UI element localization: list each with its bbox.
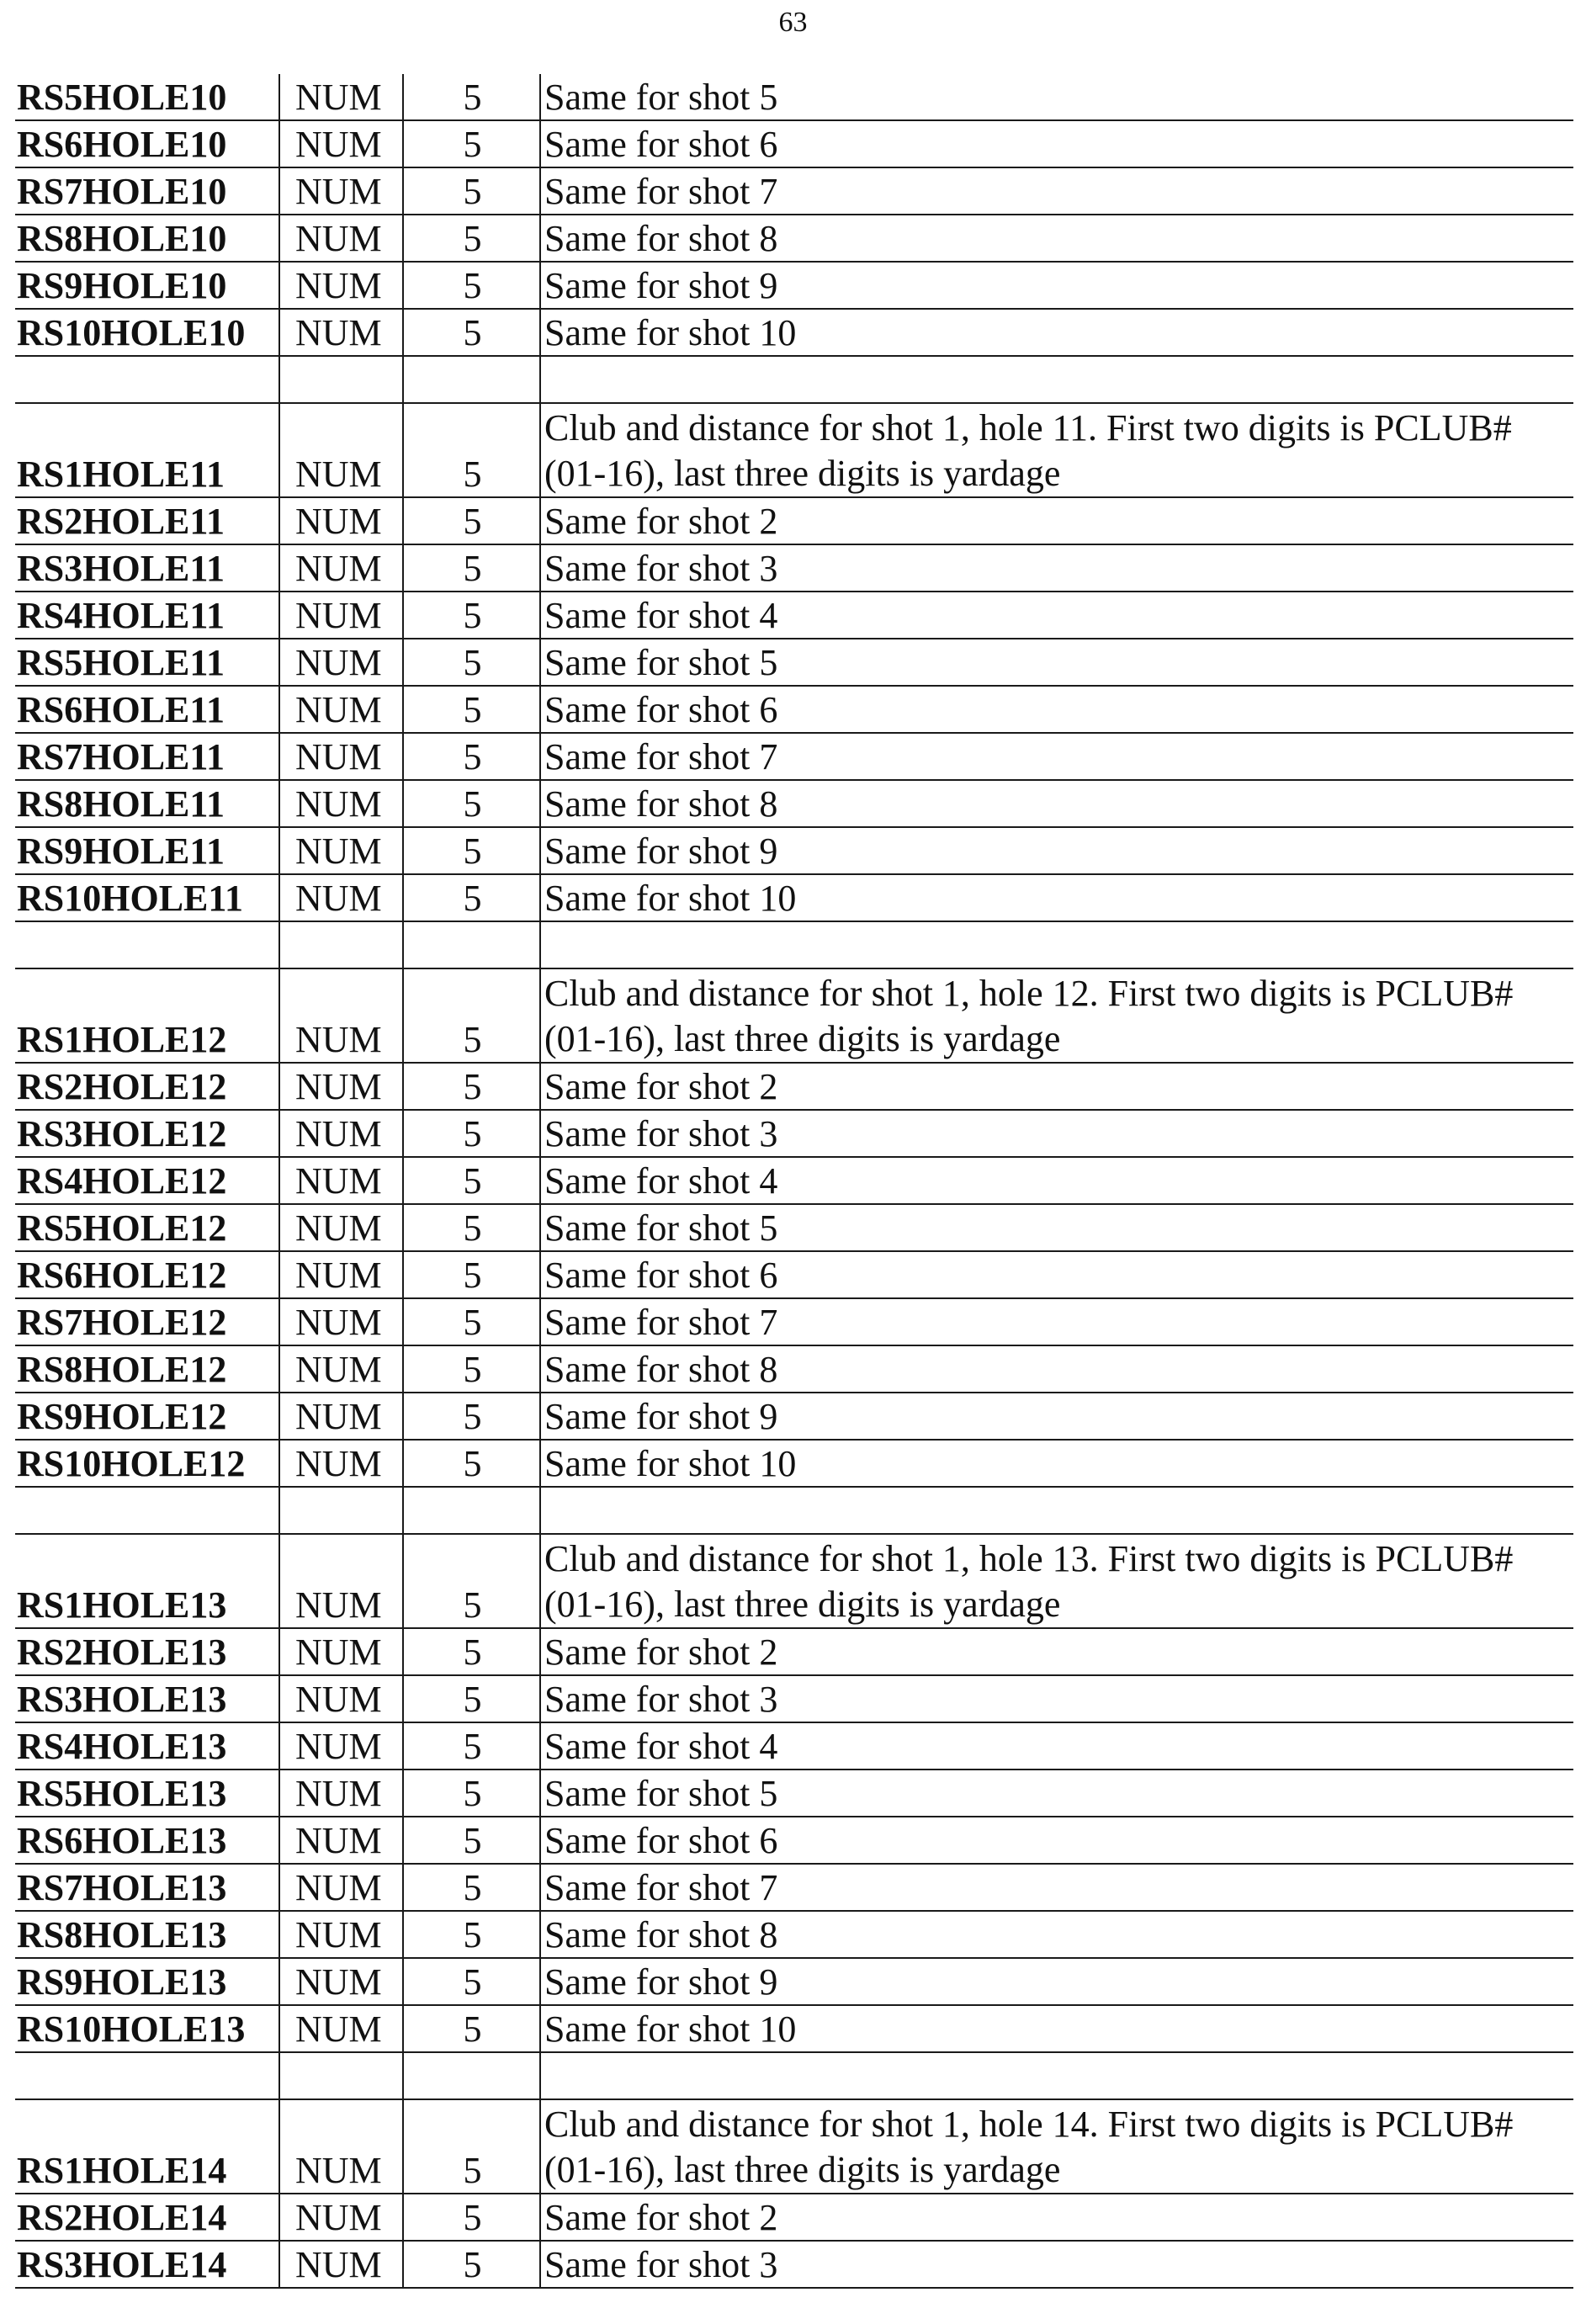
field-name-cell: RS5HOLE10 — [15, 74, 279, 120]
field-description-cell: Same for shot 9 — [540, 1958, 1573, 2005]
field-name-cell — [15, 1487, 279, 1534]
field-length-cell: 5 — [403, 2099, 540, 2194]
field-name-cell: RS8HOLE11 — [15, 780, 279, 827]
field-length-cell: 5 — [403, 544, 540, 592]
field-type-cell: NUM — [279, 1817, 403, 1864]
field-description-cell: Same for shot 2 — [540, 1063, 1573, 1110]
field-name-cell: RS3HOLE13 — [15, 1675, 279, 1722]
field-type-cell — [279, 2052, 403, 2099]
field-length-cell: 5 — [403, 309, 540, 356]
table-row — [15, 262, 1573, 309]
field-length-cell — [403, 921, 540, 968]
field-name-cell: RS6HOLE12 — [15, 1251, 279, 1298]
table-row — [15, 1911, 1573, 1958]
table-row — [15, 167, 1573, 215]
field-length-cell: 5 — [403, 1298, 540, 1345]
field-description-cell: Same for shot 4 — [540, 1722, 1573, 1770]
field-length-cell: 5 — [403, 1345, 540, 1393]
field-description-cell: Same for shot 8 — [540, 1345, 1573, 1393]
table-row — [15, 215, 1573, 262]
field-spec-table-body — [15, 74, 1573, 2288]
field-description-cell: Same for shot 7 — [540, 1864, 1573, 1911]
field-name-cell: RS7HOLE10 — [15, 167, 279, 215]
table-row — [15, 1722, 1573, 1770]
field-length-cell: 5 — [403, 2241, 540, 2288]
field-description-cell: Same for shot 9 — [540, 262, 1573, 309]
table-row — [15, 1345, 1573, 1393]
field-description-cell: Club and distance for shot 1, hole 11. First two digits is PCLUB# (01-16), last three digits is yardage — [540, 403, 1573, 497]
field-name-cell — [15, 2052, 279, 2099]
field-type-cell: NUM — [279, 1864, 403, 1911]
field-length-cell: 5 — [403, 2194, 540, 2241]
field-type-cell: NUM — [279, 1534, 403, 1628]
field-name-cell: RS10HOLE12 — [15, 1440, 279, 1487]
spacer-row — [15, 921, 1573, 968]
field-type-cell: NUM — [279, 827, 403, 874]
field-type-cell: NUM — [279, 1675, 403, 1722]
field-name-cell: RS1HOLE11 — [15, 403, 279, 497]
table-row — [15, 1675, 1573, 1722]
table-row — [15, 1770, 1573, 1817]
field-type-cell: NUM — [279, 1911, 403, 1958]
field-length-cell: 5 — [403, 167, 540, 215]
field-length-cell: 5 — [403, 1770, 540, 1817]
field-name-cell: RS6HOLE13 — [15, 1817, 279, 1864]
field-name-cell: RS9HOLE11 — [15, 827, 279, 874]
table-row — [15, 544, 1573, 592]
table-row — [15, 1110, 1573, 1157]
field-description-cell: Same for shot 2 — [540, 2194, 1573, 2241]
field-length-cell: 5 — [403, 1204, 540, 1251]
table-row — [15, 1298, 1573, 1345]
field-description-cell: Club and distance for shot 1, hole 12. First two digits is PCLUB# (01-16), last three digits is yardage — [540, 968, 1573, 1063]
field-length-cell: 5 — [403, 592, 540, 639]
field-length-cell: 5 — [403, 1110, 540, 1157]
field-name-cell: RS10HOLE13 — [15, 2005, 279, 2052]
field-name-cell — [15, 356, 279, 403]
field-length-cell: 5 — [403, 1911, 540, 1958]
field-description-cell: Club and distance for shot 1, hole 14. First two digits is PCLUB# (01-16), last three digits is yardage — [540, 2099, 1573, 2194]
table-row — [15, 1063, 1573, 1110]
field-type-cell — [279, 1487, 403, 1534]
spacer-row — [15, 356, 1573, 403]
field-type-cell: NUM — [279, 403, 403, 497]
field-type-cell: NUM — [279, 1628, 403, 1675]
field-type-cell: NUM — [279, 1298, 403, 1345]
field-length-cell: 5 — [403, 827, 540, 874]
field-description-cell: Same for shot 7 — [540, 1298, 1573, 1345]
field-type-cell: NUM — [279, 639, 403, 686]
field-name-cell: RS8HOLE12 — [15, 1345, 279, 1393]
table-row — [15, 497, 1573, 544]
field-name-cell: RS5HOLE11 — [15, 639, 279, 686]
field-name-cell: RS3HOLE11 — [15, 544, 279, 592]
field-name-cell: RS6HOLE10 — [15, 120, 279, 167]
field-description-cell: Same for shot 6 — [540, 1251, 1573, 1298]
field-type-cell: NUM — [279, 120, 403, 167]
table-row — [15, 1440, 1573, 1487]
field-type-cell: NUM — [279, 1157, 403, 1204]
field-type-cell: NUM — [279, 1440, 403, 1487]
field-type-cell: NUM — [279, 309, 403, 356]
field-type-cell: NUM — [279, 733, 403, 780]
field-length-cell: 5 — [403, 1393, 540, 1440]
field-length-cell: 5 — [403, 968, 540, 1063]
field-description-cell: Same for shot 5 — [540, 1204, 1573, 1251]
table-row — [15, 1958, 1573, 2005]
field-type-cell: NUM — [279, 1770, 403, 1817]
field-spec-table — [15, 74, 1573, 2289]
field-description-cell: Same for shot 3 — [540, 1110, 1573, 1157]
field-type-cell: NUM — [279, 1063, 403, 1110]
field-name-cell: RS8HOLE10 — [15, 215, 279, 262]
field-type-cell: NUM — [279, 262, 403, 309]
field-type-cell: NUM — [279, 1204, 403, 1251]
field-description-cell: Same for shot 8 — [540, 1911, 1573, 1958]
field-description-cell: Same for shot 3 — [540, 1675, 1573, 1722]
field-description-cell: Same for shot 10 — [540, 309, 1573, 356]
field-description-cell: Same for shot 6 — [540, 120, 1573, 167]
field-name-cell: RS9HOLE13 — [15, 1958, 279, 2005]
field-description-cell: Same for shot 10 — [540, 874, 1573, 921]
field-description-cell: Club and distance for shot 1, hole 13. First two digits is PCLUB# (01-16), last three digits is yardage — [540, 1534, 1573, 1628]
field-description-cell — [540, 356, 1573, 403]
table-row — [15, 639, 1573, 686]
field-length-cell: 5 — [403, 2005, 540, 2052]
field-name-cell: RS3HOLE12 — [15, 1110, 279, 1157]
field-length-cell: 5 — [403, 74, 540, 120]
field-length-cell — [403, 1487, 540, 1534]
table-row — [15, 309, 1573, 356]
table-row — [15, 1817, 1573, 1864]
field-description-cell: Same for shot 10 — [540, 1440, 1573, 1487]
field-name-cell: RS2HOLE12 — [15, 1063, 279, 1110]
field-description-cell: Same for shot 7 — [540, 733, 1573, 780]
field-type-cell: NUM — [279, 968, 403, 1063]
table-row — [15, 827, 1573, 874]
field-name-cell: RS5HOLE13 — [15, 1770, 279, 1817]
spacer-row — [15, 1487, 1573, 1534]
field-description-cell: Same for shot 4 — [540, 1157, 1573, 1204]
table-row — [15, 1157, 1573, 1204]
field-length-cell: 5 — [403, 497, 540, 544]
field-name-cell: RS7HOLE11 — [15, 733, 279, 780]
field-description-cell: Same for shot 7 — [540, 167, 1573, 215]
field-type-cell: NUM — [279, 1345, 403, 1393]
field-description-cell: Same for shot 2 — [540, 497, 1573, 544]
field-type-cell: NUM — [279, 215, 403, 262]
field-type-cell: NUM — [279, 1722, 403, 1770]
field-name-cell: RS4HOLE12 — [15, 1157, 279, 1204]
field-name-cell: RS4HOLE11 — [15, 592, 279, 639]
field-length-cell: 5 — [403, 733, 540, 780]
table-row — [15, 733, 1573, 780]
table-row — [15, 874, 1573, 921]
field-type-cell: NUM — [279, 497, 403, 544]
table-row — [15, 968, 1573, 1063]
table-row — [15, 1534, 1573, 1628]
table-row — [15, 2241, 1573, 2288]
field-length-cell: 5 — [403, 874, 540, 921]
field-description-cell — [540, 1487, 1573, 1534]
field-length-cell: 5 — [403, 639, 540, 686]
field-length-cell: 5 — [403, 1722, 540, 1770]
field-description-cell — [540, 2052, 1573, 2099]
field-description-cell: Same for shot 8 — [540, 215, 1573, 262]
field-name-cell — [15, 921, 279, 968]
field-length-cell: 5 — [403, 1958, 540, 2005]
field-description-cell: Same for shot 8 — [540, 780, 1573, 827]
field-length-cell: 5 — [403, 1063, 540, 1110]
table-row — [15, 1204, 1573, 1251]
field-name-cell: RS5HOLE12 — [15, 1204, 279, 1251]
field-type-cell — [279, 921, 403, 968]
field-type-cell: NUM — [279, 2241, 403, 2288]
field-length-cell: 5 — [403, 1251, 540, 1298]
field-description-cell: Same for shot 6 — [540, 686, 1573, 733]
field-length-cell: 5 — [403, 1675, 540, 1722]
page-number: 63 — [778, 7, 808, 38]
field-name-cell: RS2HOLE14 — [15, 2194, 279, 2241]
field-type-cell: NUM — [279, 1958, 403, 2005]
field-description-cell: Same for shot 3 — [540, 544, 1573, 592]
field-type-cell: NUM — [279, 74, 403, 120]
field-length-cell: 5 — [403, 686, 540, 733]
table-row — [15, 2194, 1573, 2241]
field-description-cell: Same for shot 6 — [540, 1817, 1573, 1864]
field-length-cell: 5 — [403, 1534, 540, 1628]
table-row — [15, 74, 1573, 120]
table-row — [15, 1393, 1573, 1440]
field-name-cell: RS1HOLE13 — [15, 1534, 279, 1628]
table-row — [15, 120, 1573, 167]
field-description-cell: Same for shot 10 — [540, 2005, 1573, 2052]
field-name-cell: RS7HOLE13 — [15, 1864, 279, 1911]
table-row — [15, 2005, 1573, 2052]
field-name-cell: RS2HOLE11 — [15, 497, 279, 544]
field-name-cell: RS1HOLE12 — [15, 968, 279, 1063]
field-type-cell: NUM — [279, 686, 403, 733]
field-type-cell: NUM — [279, 2099, 403, 2194]
field-name-cell: RS1HOLE14 — [15, 2099, 279, 2194]
field-description-cell: Same for shot 5 — [540, 639, 1573, 686]
field-description-cell: Same for shot 9 — [540, 1393, 1573, 1440]
field-type-cell: NUM — [279, 780, 403, 827]
field-description-cell: Same for shot 5 — [540, 1770, 1573, 1817]
field-name-cell: RS7HOLE12 — [15, 1298, 279, 1345]
field-description-cell: Same for shot 3 — [540, 2241, 1573, 2288]
table-row — [15, 780, 1573, 827]
field-type-cell: NUM — [279, 1251, 403, 1298]
field-length-cell: 5 — [403, 1817, 540, 1864]
field-description-cell: Same for shot 9 — [540, 827, 1573, 874]
field-length-cell — [403, 2052, 540, 2099]
field-length-cell: 5 — [403, 1864, 540, 1911]
field-type-cell: NUM — [279, 874, 403, 921]
field-type-cell: NUM — [279, 2005, 403, 2052]
field-length-cell: 5 — [403, 403, 540, 497]
table-row — [15, 1864, 1573, 1911]
table-row — [15, 1628, 1573, 1675]
field-name-cell: RS10HOLE11 — [15, 874, 279, 921]
field-description-cell: Same for shot 5 — [540, 74, 1573, 120]
spacer-row — [15, 2052, 1573, 2099]
field-length-cell: 5 — [403, 780, 540, 827]
field-name-cell: RS9HOLE12 — [15, 1393, 279, 1440]
field-name-cell: RS6HOLE11 — [15, 686, 279, 733]
field-type-cell: NUM — [279, 1110, 403, 1157]
field-length-cell: 5 — [403, 120, 540, 167]
field-name-cell: RS2HOLE13 — [15, 1628, 279, 1675]
field-length-cell — [403, 356, 540, 403]
table-row — [15, 403, 1573, 497]
field-name-cell: RS3HOLE14 — [15, 2241, 279, 2288]
field-type-cell: NUM — [279, 2194, 403, 2241]
table-row — [15, 1251, 1573, 1298]
field-type-cell: NUM — [279, 592, 403, 639]
field-name-cell: RS4HOLE13 — [15, 1722, 279, 1770]
table-row — [15, 2099, 1573, 2194]
field-length-cell: 5 — [403, 262, 540, 309]
field-type-cell — [279, 356, 403, 403]
table-row — [15, 686, 1573, 733]
field-type-cell: NUM — [279, 167, 403, 215]
table-row — [15, 592, 1573, 639]
field-length-cell: 5 — [403, 215, 540, 262]
field-length-cell: 5 — [403, 1628, 540, 1675]
field-name-cell: RS8HOLE13 — [15, 1911, 279, 1958]
field-description-cell: Same for shot 2 — [540, 1628, 1573, 1675]
field-name-cell: RS10HOLE10 — [15, 309, 279, 356]
field-description-cell — [540, 921, 1573, 968]
field-type-cell: NUM — [279, 544, 403, 592]
field-description-cell: Same for shot 4 — [540, 592, 1573, 639]
field-length-cell: 5 — [403, 1157, 540, 1204]
field-type-cell: NUM — [279, 1393, 403, 1440]
field-name-cell: RS9HOLE10 — [15, 262, 279, 309]
field-length-cell: 5 — [403, 1440, 540, 1487]
